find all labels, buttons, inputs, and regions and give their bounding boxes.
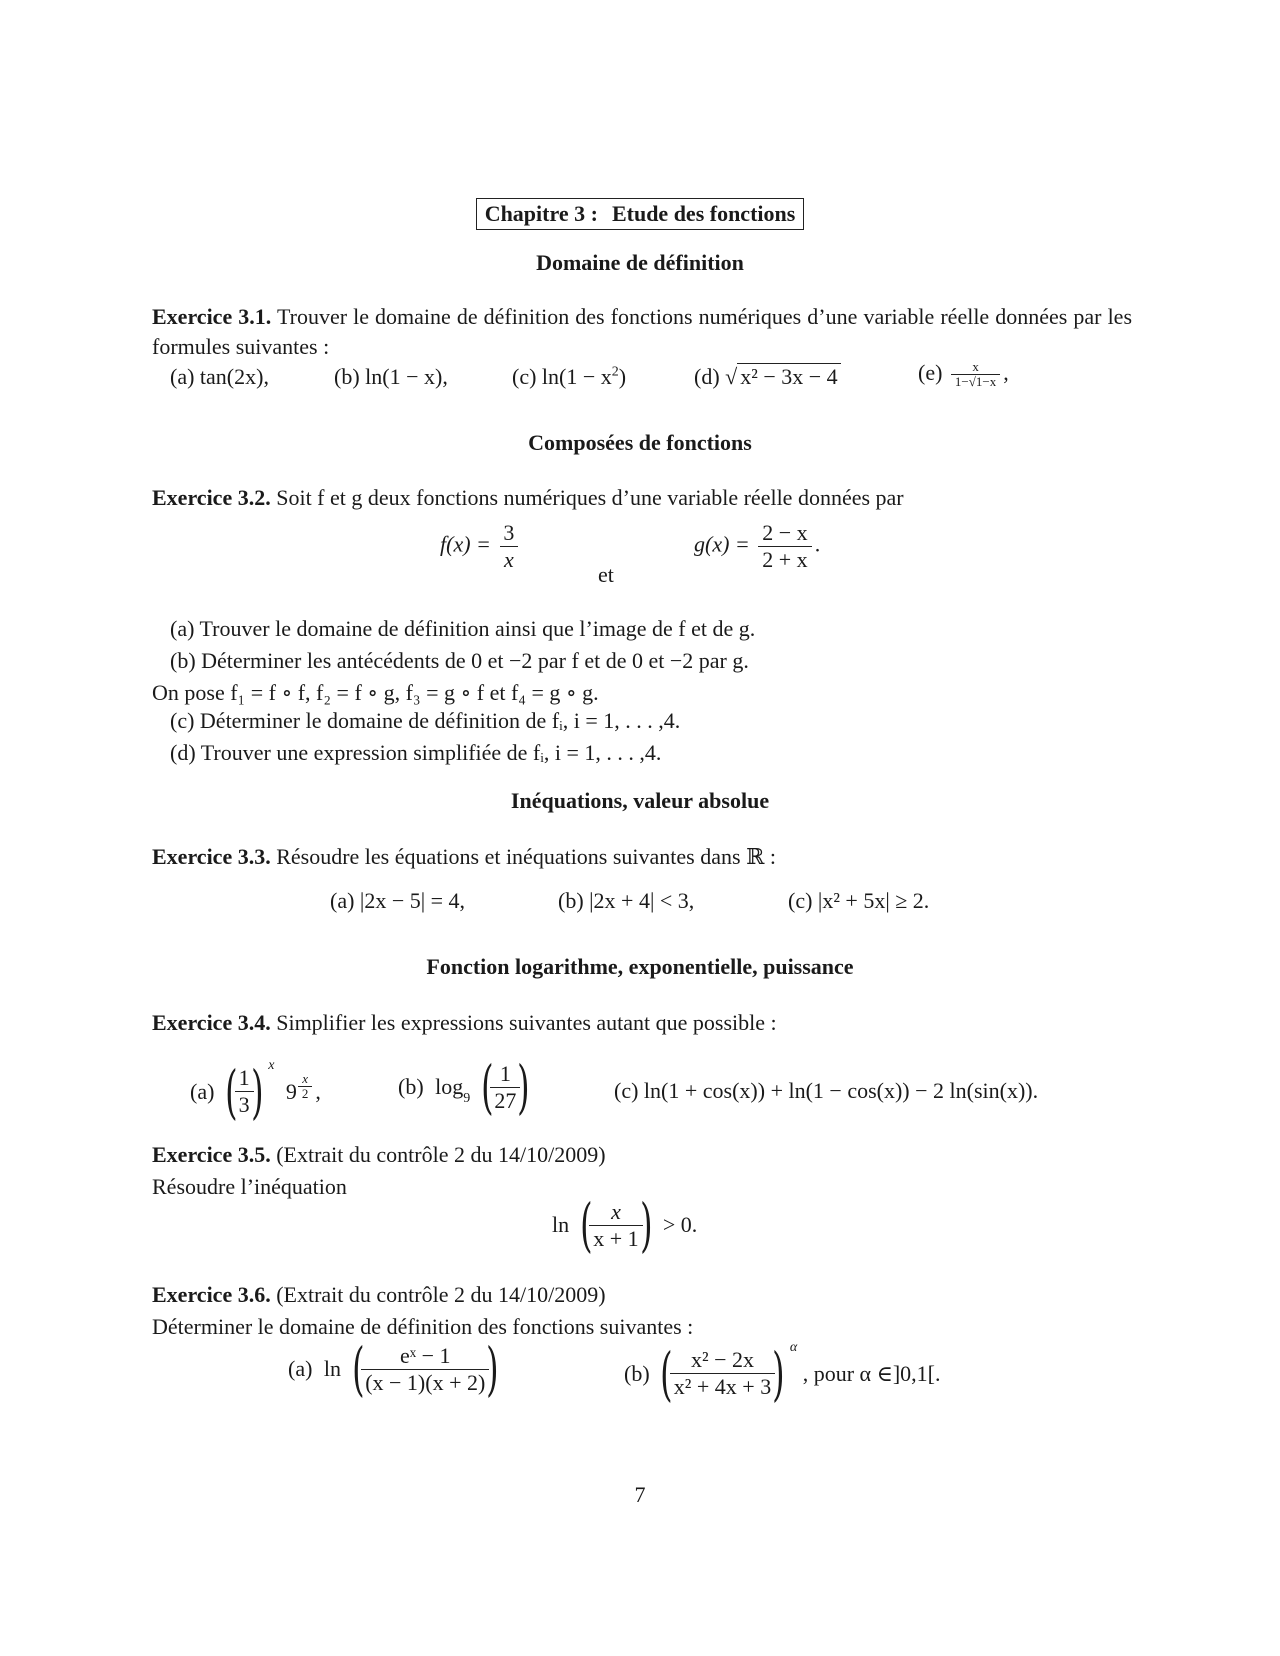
exercise-3-5	[152, 1140, 1132, 1170]
exercise-3-2	[152, 483, 1132, 513]
item-label: (a)	[288, 1356, 313, 1381]
item-expression: tan(2x),	[199, 364, 269, 389]
ex31-item-c: (c) $\ln(1 - x^2)$	[512, 364, 627, 389]
chapter-title: Etude des fonctions	[611, 201, 796, 226]
item-label: (a)	[190, 1078, 215, 1104]
item-label: (b)	[624, 1360, 650, 1386]
item-expression: ln(1 − x),	[365, 364, 448, 389]
item-fraction: $\frac{x}{1-√1-x}$	[951, 360, 1000, 389]
item-label: (d)	[694, 364, 720, 389]
exercise-3-6	[152, 1280, 1132, 1310]
exercise-3-1	[152, 302, 1132, 362]
exercise-text: Résoudre les équations et inéquations suivantes dans ℝ :	[276, 844, 776, 869]
exercise-3-4	[152, 1008, 1132, 1038]
ex31-item-d: (d) √ x² − 3x − 4	[694, 364, 841, 390]
exercise-label: Exercice 3.4.	[152, 1010, 271, 1035]
exercise-label: Exercice 3.6.	[152, 1282, 271, 1307]
section-title-domaine: Domaine de définition	[536, 250, 744, 275]
fraction: $\frac{1}{27}$	[490, 1061, 520, 1114]
ex36-line2: Déterminer le domaine de définition des fonctions suivantes :	[152, 1314, 694, 1339]
item-label: (e)	[918, 360, 943, 385]
ex32-item-d: (d) Trouver une expression simplifiée de fᵢ, i = 1, . . . ,4.	[170, 740, 662, 765]
section-title-composees: Composées de fonctions	[528, 430, 752, 455]
item-label: (b)	[398, 1074, 424, 1099]
item-expression: ln(1 − x	[541, 364, 612, 389]
ex33-item-b: (b) |2x + 4| < 3,	[558, 888, 695, 913]
ex32-g-definition: g(x) = $\frac{2 - x}{2 + x}$ .	[694, 520, 821, 572]
exercise-text: Soit f et g deux fonctions numériques d’une variable réelle données par	[276, 485, 904, 510]
ex33-item-c: (c) |x² + 5x| ≥ 2.	[788, 888, 930, 913]
ex33-item-a: (a) |2x − 5| = 4,	[330, 888, 466, 913]
exercise-text: Trouver le domaine de définition des fonctions numériques d’une variable réelle données par les formules suivantes :	[152, 304, 1133, 359]
fraction: $\frac{3}{x}$	[499, 520, 518, 573]
item-label: (c)	[512, 364, 537, 389]
exercise-text: Simplifier les expressions suivantes autant que possible :	[276, 1010, 777, 1035]
exercise-label: Exercice 3.2.	[152, 485, 271, 510]
ex32-f-definition: f(x) = $\frac{3}{x}$	[440, 520, 521, 573]
ex32-et: et	[598, 562, 614, 587]
exercise-label: Exercice 3.3.	[152, 844, 271, 869]
ex36-item-b: (b) ( $\frac{\text{x² − 2x}}{\text{x² + 4x + 3}}$ ) $^\alpha$ , pour α ∈]0,1[.	[624, 1339, 941, 1408]
exercise-label: Exercice 3.5.	[152, 1142, 271, 1167]
ex32-item-b: (b) Déterminer les antécédents de 0 et −2 par f et de 0 et −2 par g.	[170, 648, 749, 673]
exercise-label: Exercice 3.1.	[152, 304, 272, 329]
fraction: $\frac{1}{3}$	[235, 1065, 254, 1118]
exercise-3-3	[152, 842, 1132, 872]
exponent-fraction: $\frac{x}{2}$	[298, 1072, 313, 1101]
section-title-inequations: Inéquations, valeur absolue	[510, 788, 770, 813]
item-label: (b)	[334, 364, 360, 389]
ex31-item-a	[170, 364, 269, 390]
item-label: (a)	[170, 364, 195, 389]
ex35-line2: Résoudre l’inéquation	[152, 1174, 347, 1199]
ex32-pose: On pose f₁ = f ∘ f, f₂ = f ∘ g, f₃ = g ∘ f et f₄ = g ∘ g.	[152, 680, 599, 705]
exercise-text: (Extrait du contrôle 2 du 14/10/2009)	[276, 1142, 606, 1167]
fraction: $\frac{2 - x}{2 + x}$	[758, 520, 811, 573]
chapter-title-box	[476, 198, 805, 230]
ex34-item-b: (b) $\log_9$ ( $\frac{1}{27}$ )	[398, 1053, 530, 1121]
fraction: $\frac{x}{x + 1}$	[589, 1199, 642, 1252]
ex32-item-a: (a) Trouver le domaine de définition ainsi que l’image de f et de g.	[170, 616, 756, 641]
item-expression: x² − 3x − 4	[737, 363, 840, 389]
section-title-logarithme: Fonction logarithme, exponentielle, puissance	[426, 954, 854, 979]
ex31-item-e: (e) $\frac{x}{1-√1-x}$ ,	[918, 359, 1009, 390]
ex31-item-b	[334, 364, 448, 390]
ex34-item-c: (c) ln(1 + cos(x)) + ln(1 − cos(x)) − 2 ln(sin(x)).	[614, 1078, 1039, 1103]
ex32-item-c: (c) Déterminer le domaine de définition de fᵢ, i = 1, . . . ,4.	[170, 708, 681, 733]
exercise-text: (Extrait du contrôle 2 du 14/10/2009)	[276, 1282, 606, 1307]
ex34-item-a: (a) ( $\frac{1}{3}$ ) $^x$ 9 $\frac{x}{2}$ ,	[190, 1057, 321, 1126]
chapter-header	[0, 198, 1280, 230]
ex36-item-a: (a) ln ( $\frac{\text{eˣ − 1}}{(x - 1)(x + 2)}$ )	[288, 1335, 499, 1403]
ex35-inequation: ln ( $\frac{x}{x + 1}$ ) > 0.	[552, 1191, 698, 1259]
fraction: $\frac{\text{x² − 2x}}{\text{x² + 4x + 3}}$	[670, 1347, 775, 1400]
page-number: 7	[634, 1482, 646, 1507]
fraction: $\frac{\text{eˣ − 1}}{(x - 1)(x + 2)}$	[361, 1343, 489, 1396]
chapter-label: Chapitre 3 :	[484, 201, 598, 226]
